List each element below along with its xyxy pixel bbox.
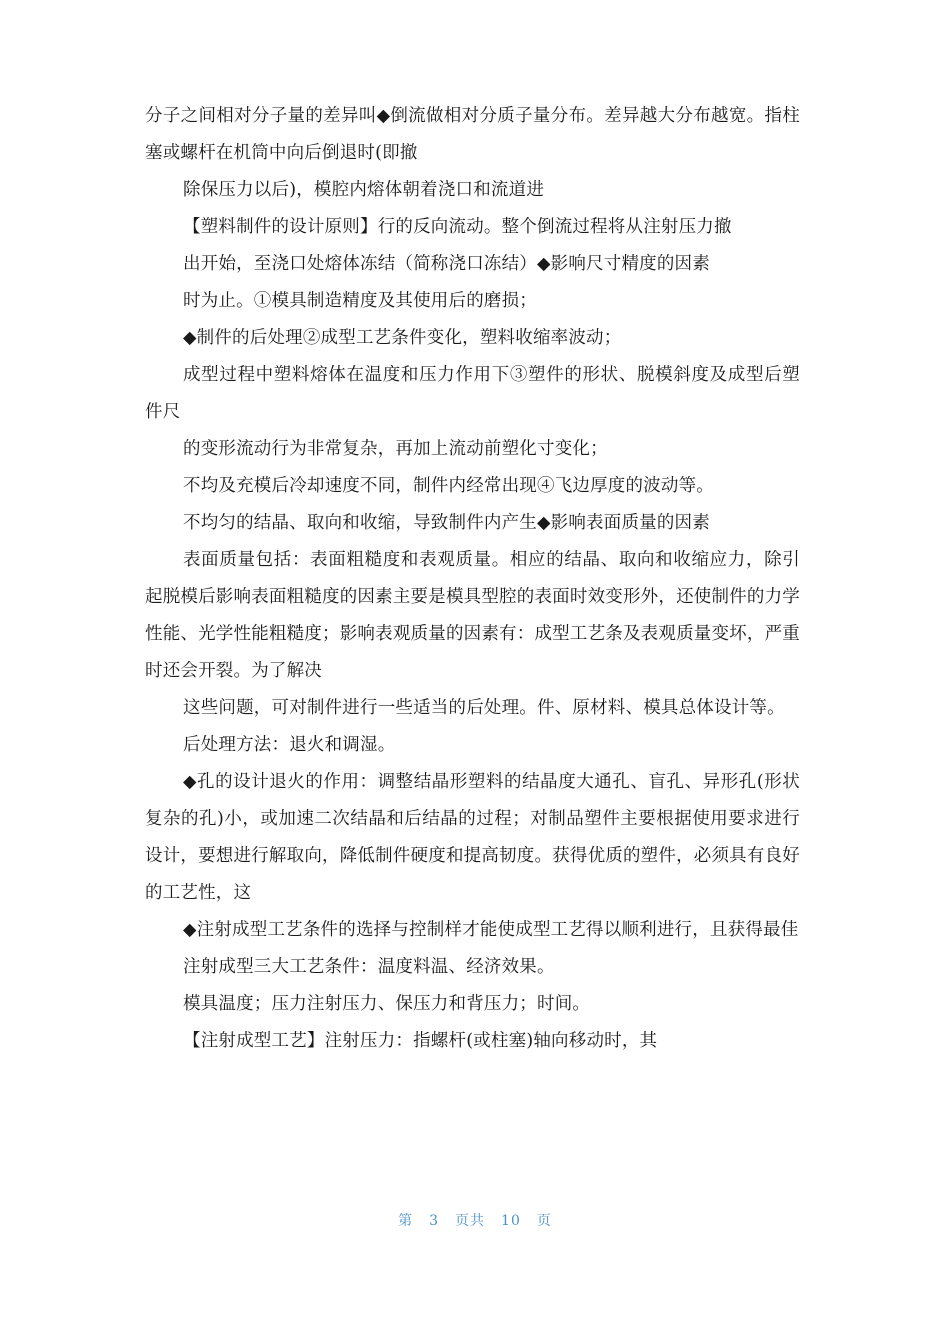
footer-suffix: 页 [536, 1213, 552, 1229]
footer-prefix: 第 [398, 1213, 414, 1229]
paragraph: 注射成型三大工艺条件：温度料温、经济效果。 [183, 957, 555, 977]
paragraph: 【塑料制件的设计原则】行的反向流动。整个倒流过程将从注射压力撤 [183, 217, 732, 237]
paragraph: 模具温度；压力注射压力、保压力和背压力；时间。 [183, 994, 591, 1014]
paragraph: 的变形流动行为非常复杂，再加上流动前塑化寸变化； [183, 439, 608, 459]
paragraph: ◆制件的后处理②成型工艺条件变化，塑料收缩率波动； [183, 328, 622, 348]
paragraph: 时为止。①模具制造精度及其使用后的磨损； [183, 291, 537, 311]
current-page-number: 3 [429, 1213, 440, 1229]
paragraph: 出开始，至浇口处熔体冻结（简称浇口冻结）◆影响尺寸精度的因素 [183, 254, 710, 274]
footer-middle: 页共 [455, 1213, 486, 1229]
document-body [145, 98, 800, 1060]
paragraph: 分子之间相对分子量的差异叫◆倒流做相对分质子量分布。差异越大分布越宽。指柱塞或螺杆在机筒中向后倒退时(即撤 [145, 106, 800, 163]
paragraph: 这些问题，可对制件进行一些适当的后处理。件、原材料、模具总体设计等。 [183, 698, 785, 718]
paragraph: 表面质量包括：表面粗糙度和表观质量。相应的结晶、取向和收缩应力，除引起脱模后影响表面粗糙度的因素主要是模具型腔的表面时效变形外，还使制件的力学性能、光学性能粗糙度；影响表观质量的因素有：成型工艺条及表观质量变坏，严重时还会开裂。为了解决 [145, 550, 800, 681]
paragraph: 后处理方法：退火和调湿。 [183, 735, 396, 755]
total-pages-number: 10 [501, 1213, 521, 1229]
paragraph: 不均匀的结晶、取向和收缩，导致制件内产生◆影响表面质量的因素 [183, 513, 710, 533]
paragraph: 【注射成型工艺】注射压力：指螺杆(或柱塞)轴向移动时，其 [183, 1031, 658, 1051]
paragraph: ◆注射成型工艺条件的选择与控制样才能使成型工艺得以顺利进行，且获得最佳 [183, 920, 799, 940]
paragraph: 除保压力以后)，模腔内熔体朝着浇口和流道进 [183, 180, 545, 200]
paragraph: ◆孔的设计退火的作用：调整结晶形塑料的结晶度大通孔、盲孔、异形孔(形状复杂的孔)小，或加速二次结晶和后结晶的过程；对制品塑件主要根据使用要求进行设计，要想进行解取向，降低制件硬度和提高韧度。获得优质的塑件，必须具有良好的工艺性，这 [145, 772, 800, 903]
paragraph: 成型过程中塑料熔体在温度和压力作用下③塑件的形状、脱模斜度及成型后塑件尺 [145, 365, 800, 422]
paragraph: 不均及充模后冷却速度不同，制件内经常出现④飞边厚度的波动等。 [183, 476, 714, 496]
page-footer [0, 1210, 950, 1230]
